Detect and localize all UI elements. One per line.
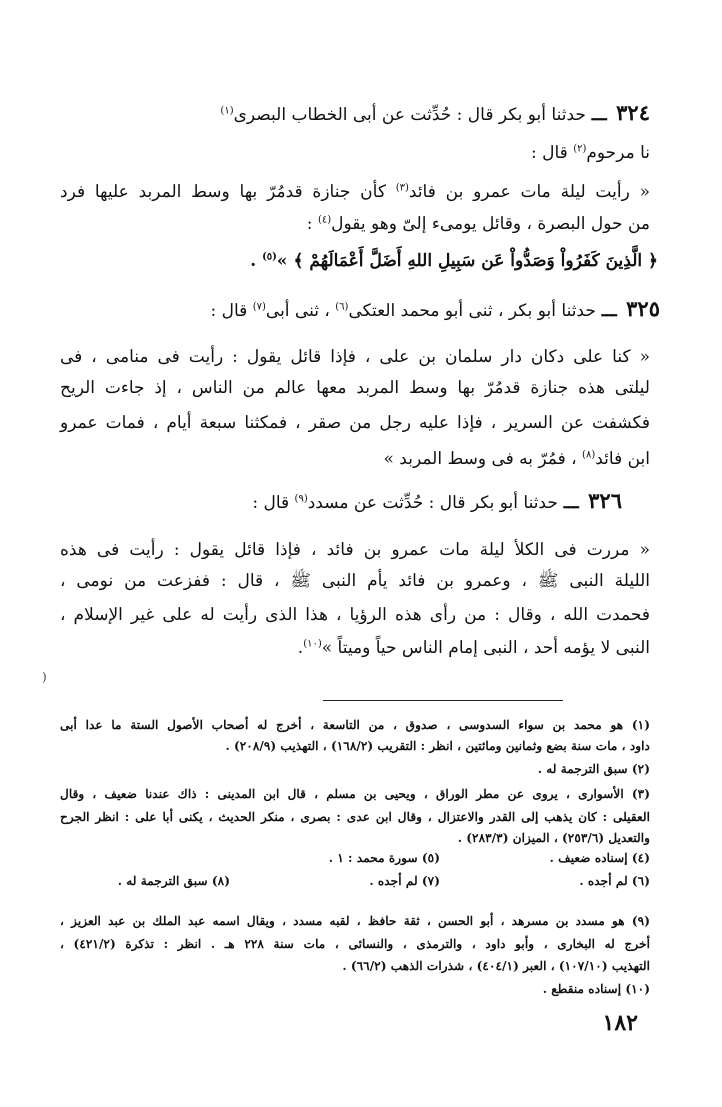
footnote-ref: (٧) (252, 301, 266, 313)
entry-324-header: ٣٢٤ ـــ حدثنا أبو بكر قال : حُدِّثت عن أبى الخطاب البصرى$^{(١)}$ (220, 100, 650, 125)
text-line: ليلتى هذه جنازة قدمُرّ بها وسط المربد معها عالم من الناس ، إذ جاءت الريح (60, 378, 650, 398)
footnote-line: والتعديل (٢٥٣/٦) ، الميزان (٢٨٣/٣) . (457, 831, 650, 845)
entry-325-header: ٣٢٥ ـــ حدثنا أبو بكر ، ثنى أبو محمد العتكى$^{(٦)}$ ، ثنى أبى$^{(٧)}$ قال : (210, 296, 660, 321)
text-line: نا مرحوم$^{(٢)}$ قال : (530, 143, 650, 163)
entry-header-text: حدثنا أبو بكر قال : حُدِّثت عن أبى الخطاب البصرى (233, 105, 586, 125)
footnote-columns-row (60, 851, 650, 869)
footnote-line: أخرج له البخارى ، وأبو داود ، والترمذى ، والنسائى ، مات سنة ٢٢٨ هـ . انظر : تذكرة (٤٢١/٢) ، (60, 937, 650, 951)
footnote-line: (١٠) إسناده منقطع . (542, 982, 650, 996)
text-line: من حول البصرة ، وقائل يومىء إلىّ وهو يقول$^{(٤)}$ : (306, 214, 650, 234)
footnote-line: (١) هو محمد بن سواء السدوسى ، صدوق ، من التاسعة ، أخرج له أصحاب الأصول الستة ما عدا أبى (60, 718, 650, 732)
footnote-item: (٧) لم أجده . (369, 874, 440, 888)
quran-verse: ﴿ الَّذِينَ كَفَرُواْ وَصَدُّواْ عَن سَبِيلِ اللهِ أَضَلَّ أَعْمَالَهُمْ ﴾ »$^{(٥)}$ . (250, 251, 658, 271)
footnote-ref: (٥) (262, 251, 277, 263)
text-line: النبى لا يؤمه أحد ، النبى إمام الناس حياً وميتاً »$^{(١٠)}$. (297, 638, 650, 658)
footnote-line: التهذيب (١٠٧/١٠) ، العبر (٤٠٤/١) ، شذرات الذهب (٦٦/٢) . (342, 959, 650, 973)
footnote-separator (323, 700, 563, 701)
footnote-line: (٢) سبق الترجمة له . (537, 762, 650, 776)
footnote-ref: (١) (220, 105, 234, 117)
footnote-ref: (١٠) (303, 638, 322, 650)
footnote-ref: (٦) (335, 301, 349, 313)
text-line: فحمدت الله ، وقال : من رأى هذه الرؤيا ، هذا الذى رأيت له على غير الإسلام ، (60, 605, 650, 625)
footnote-item: (٥) سورة محمد : ١ . (328, 851, 440, 865)
footnote-line: داود ، مات سنة بضع وثمانين ومائتين ، انظر : التقريب (١٦٨/٢) ، التهذيب (٢٠٨/٩) . (225, 739, 650, 753)
entry-number: ٣٢٦ (588, 488, 622, 513)
text-line: ابن فائد$^{(٨)}$ ، فمُرّ به فى وسط المربد » (383, 449, 650, 469)
page-mark: ( (42, 670, 47, 684)
entry-number: ٣٢٤ (616, 100, 650, 125)
footnote-item: (٦) لم أجده . (579, 874, 650, 888)
footnote-line: (٣) الأسوارى ، يروى عن مطر الوراق ، ويحيى بن مسلم ، قال ابن المدينى : ذاك عندنا ضعيف ، وقال (60, 787, 650, 801)
footnote-ref: (٨) (582, 449, 596, 461)
footnote-item: (٨) سبق الترجمة له . (117, 874, 230, 888)
footnote-ref: (٣) (395, 182, 409, 194)
entry-number: ٣٢٥ (626, 296, 660, 321)
text-line: « رأيت ليلة مات عمرو بن فائد$^{(٣)}$ كأن جنازة قدمُرّ بها وسط المربد عليها فرد (60, 182, 650, 202)
entry-326-header: ٣٢٦ ـــ حدثنا أبو بكر قال : حُدِّثت عن مسدد$^{(٩)}$ قال : (252, 488, 622, 513)
footnote-ref: (٩) (294, 493, 308, 505)
footnote-item: (٤) إسناده ضعيف . (549, 851, 650, 865)
page-number: ١٨٢ (602, 1010, 638, 1036)
footnote-line: العقيلى : كان يذهب إلى القدر والاعتزال ، وقال ابن عدى : بصرى ، منكر الحديث ، يكنى أبا على : انظر الجرح (60, 810, 650, 824)
footnote-ref: (٢) (573, 143, 587, 155)
footnote-line: (٩) هو مسدد بن مسرهد ، أبو الحسن ، ثقة حافظ ، لقبه مسدد ، ويقال اسمه عبد الملك بن عبد العزيز ، (60, 914, 650, 928)
text-line: الليلة النبى ﷺ ، وعمرو بن فائد يأم النبى ﷺ ، قال : ففزعت من نومى ، (60, 571, 650, 591)
text-line: فكشفت عن السرير ، فإذا عليه رجل من صقر ، فمكثنا سبعة أيام ، فمات عمرو (60, 413, 650, 433)
text-line: « كنا على دكان دار سلمان بن على ، فإذا قائل يقول : رأيت فى منامى ، فى (60, 347, 650, 367)
text-line: « مررت فى الكلأ ليلة مات عمرو بن فائد ، فإذا قائل يقول : رأيت فى هذه (60, 540, 650, 560)
footnote-columns-row (60, 874, 650, 892)
footnote-ref: (٤) (317, 214, 332, 226)
